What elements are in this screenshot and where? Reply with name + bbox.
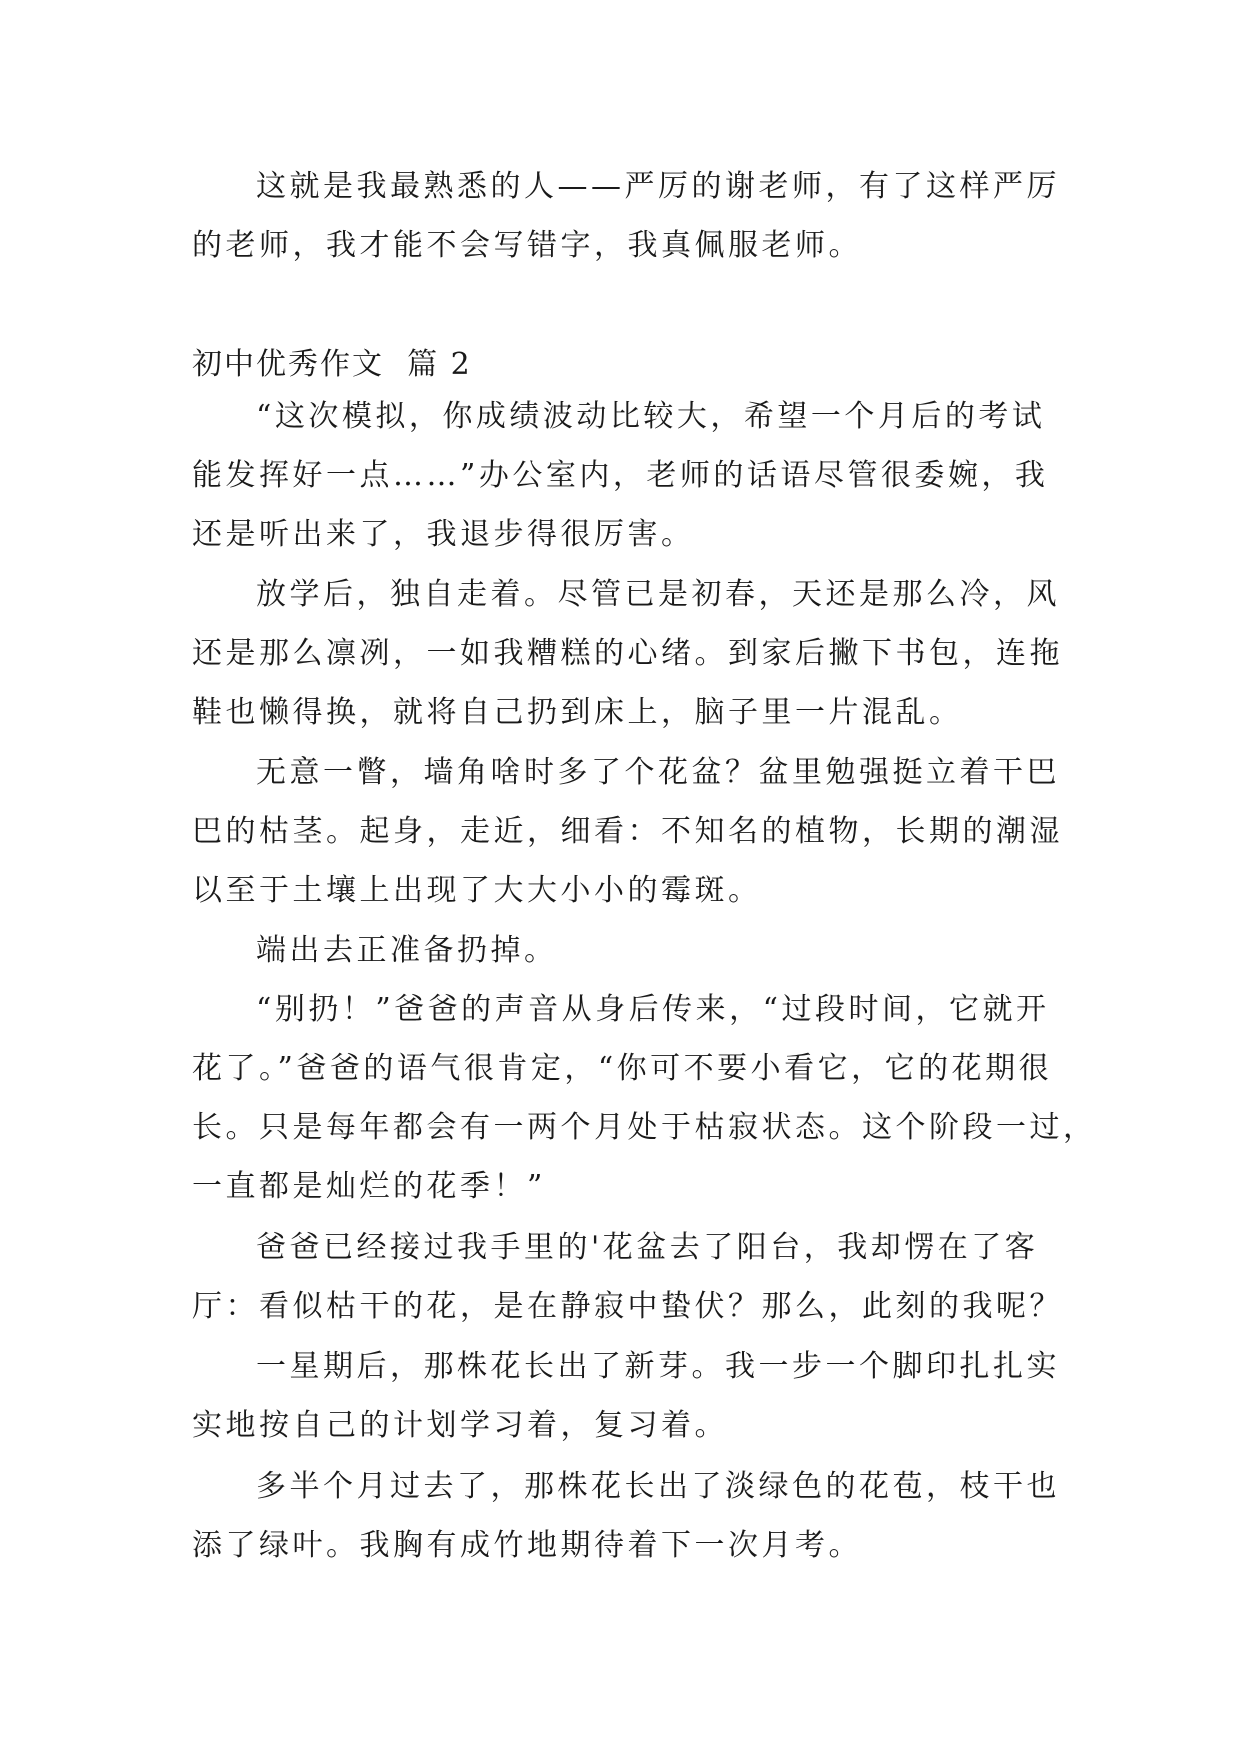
paragraph-9 bbox=[192, 1457, 1060, 1575]
text-line: 厅：看似枯干的花，是在静寂中蛰伏？那么，此刻的我呢？ bbox=[192, 1289, 1063, 1324]
text-line: 以至于土壤上出现了大大小小的霉斑。 bbox=[192, 873, 762, 908]
text-line: 一星期后，那株花长出了新芽。我一步一个脚印扎扎实 bbox=[256, 1349, 1060, 1384]
text-line: 爸爸已经接过我手里的'花盆去了阳台，我却愣在了客 bbox=[256, 1230, 1039, 1265]
text-line: 实地按自己的计划学习着，复习着。 bbox=[192, 1408, 728, 1443]
paragraph-7 bbox=[192, 1218, 1063, 1336]
text-line: 这就是我最熟悉的人——严厉的谢老师，有了这样严厉 bbox=[256, 169, 1060, 204]
text-line: 无意一瞥，墙角啥时多了个花盆？盆里勉强挺立着干巴 bbox=[256, 755, 1060, 790]
text-line: 的老师，我才能不会写错字，我真佩服老师。 bbox=[192, 228, 862, 263]
paragraph-3 bbox=[192, 565, 1063, 742]
text-line: 还是那么凛冽，一如我糟糕的心绪。到家后撇下书包，连拖 bbox=[192, 636, 1063, 671]
paragraph-2 bbox=[192, 387, 1050, 564]
section-heading: 初中优秀作文 篇 2 bbox=[192, 347, 472, 382]
paragraph-1 bbox=[192, 157, 1060, 275]
paragraph-8 bbox=[192, 1337, 1060, 1455]
paragraph-4 bbox=[192, 743, 1063, 920]
text-line: 端出去正准备扔掉。 bbox=[256, 933, 558, 968]
text-line: 鞋也懒得换，就将自己扔到床上，脑子里一片混乱。 bbox=[192, 695, 963, 730]
text-line: 花了。”爸爸的语气很肯定，“你可不要小看它，它的花期很 bbox=[192, 1051, 1053, 1086]
text-line: “别扔！”爸爸的声音从身后传来，“过段时间，它就开 bbox=[256, 992, 1050, 1027]
text-line: 多半个月过去了，那株花长出了淡绿色的花苞，枝干也 bbox=[256, 1469, 1060, 1504]
paragraph-6 bbox=[192, 980, 1097, 1216]
paragraph-5 bbox=[192, 921, 1050, 980]
text-line: 放学后，独自走着。尽管已是初春，天还是那么冷，风 bbox=[256, 577, 1060, 612]
text-line: 一直都是灿烂的花季！” bbox=[192, 1169, 546, 1204]
text-line: “这次模拟，你成绩波动比较大，希望一个月后的考试 bbox=[256, 399, 1046, 434]
text-line: 能发挥好一点……”办公室内，老师的话语尽管很委婉，我 bbox=[192, 458, 1049, 493]
text-line: 还是听出来了，我退步得很厉害。 bbox=[192, 517, 695, 552]
text-line: 巴的枯茎。起身，走近，细看：不知名的植物，长期的潮湿 bbox=[192, 814, 1063, 849]
text-line: 长。只是每年都会有一两个月处于枯寂状态。这个阶段一过， bbox=[192, 1110, 1097, 1145]
text-line: 添了绿叶。我胸有成竹地期待着下一次月考。 bbox=[192, 1528, 862, 1563]
